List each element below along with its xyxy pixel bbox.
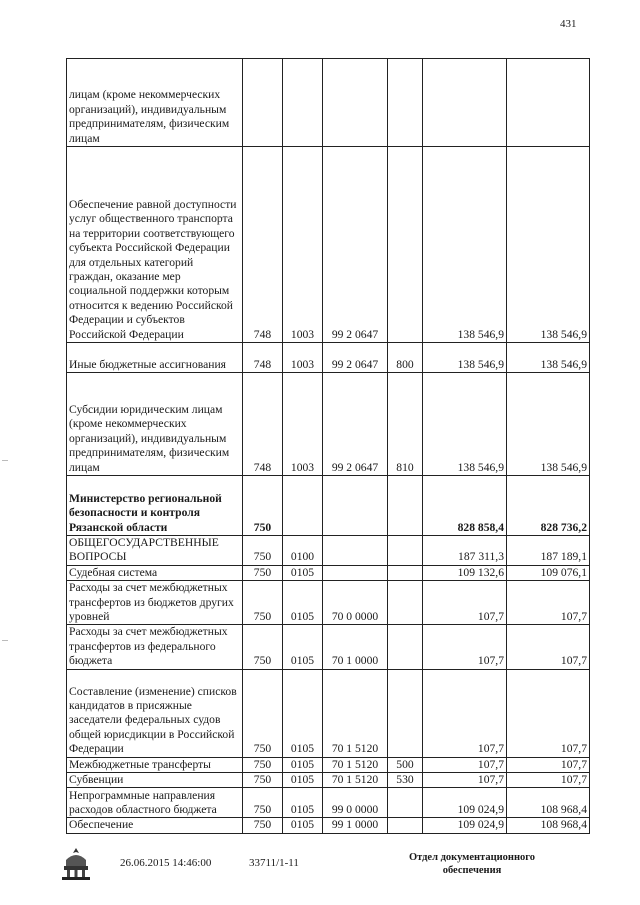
- table-row: [67, 476, 590, 536]
- row-sum-2017: 138 546,9: [507, 343, 590, 373]
- row-sum-2017: [507, 59, 590, 147]
- row-section-code: 0105: [283, 669, 323, 757]
- row-sum-2016: 138 546,9: [423, 343, 507, 373]
- row-name: Расходы за счет межбюджетных трансфертов из бюджетов других уровней: [67, 581, 243, 625]
- row-expense-type: [388, 788, 423, 818]
- row-sum-2016: 107,7: [423, 625, 507, 669]
- row-sum-2016: 138 546,9: [423, 147, 507, 343]
- row-ved-code: 750: [243, 625, 283, 669]
- row-section-code: 0100: [283, 536, 323, 566]
- row-expense-type: 500: [388, 757, 423, 772]
- row-expense-type: [388, 59, 423, 147]
- row-target-code: [323, 536, 388, 566]
- table-row: [67, 818, 590, 833]
- row-name: Субсидии юридическим лицам (кроме некоммерческих организаций), индивидуальным предпринимателям, физическим лицам: [67, 373, 243, 476]
- row-target-code: [323, 476, 388, 536]
- row-section-code: 0105: [283, 565, 323, 580]
- row-sum-2016: 107,7: [423, 581, 507, 625]
- row-section-code: [283, 476, 323, 536]
- row-expense-type: [388, 581, 423, 625]
- row-name: Межбюджетные трансферты: [67, 757, 243, 772]
- row-name: Иные бюджетные ассигнования: [67, 343, 243, 373]
- row-section-code: 1003: [283, 373, 323, 476]
- table-row: [67, 581, 590, 625]
- row-sum-2017: 107,7: [507, 625, 590, 669]
- row-target-code: 70 1 5120: [323, 669, 388, 757]
- table-row: [67, 757, 590, 772]
- table-row: [67, 669, 590, 757]
- row-sum-2016: 109 024,9: [423, 818, 507, 833]
- row-expense-type: [388, 625, 423, 669]
- row-target-code: 70 1 0000: [323, 625, 388, 669]
- row-sum-2016: 187 311,3: [423, 536, 507, 566]
- scan-margin-mark: [2, 640, 8, 641]
- row-target-code: 99 2 0647: [323, 343, 388, 373]
- row-sum-2016: [423, 59, 507, 147]
- table-row: [67, 773, 590, 788]
- row-sum-2017: 107,7: [507, 581, 590, 625]
- row-target-code: [323, 59, 388, 147]
- table-row: [67, 565, 590, 580]
- table-row: [67, 625, 590, 669]
- row-expense-type: [388, 536, 423, 566]
- table-row: [67, 373, 590, 476]
- row-expense-type: [388, 147, 423, 343]
- row-sum-2017: 828 736,2: [507, 476, 590, 536]
- row-expense-type: [388, 669, 423, 757]
- row-sum-2017: 108 968,4: [507, 818, 590, 833]
- row-sum-2016: 107,7: [423, 669, 507, 757]
- row-sum-2016: 107,7: [423, 773, 507, 788]
- table-row: [67, 59, 590, 147]
- row-sum-2017: 107,7: [507, 773, 590, 788]
- row-ved-code: 748: [243, 343, 283, 373]
- row-name: лицам (кроме некоммерческих организаций), индивидуальным предпринимателям, физическим лицам: [67, 59, 243, 147]
- row-name: Министерство региональной безопасности и контроля Рязанской области: [67, 476, 243, 536]
- row-ved-code: 750: [243, 536, 283, 566]
- row-ved-code: 750: [243, 581, 283, 625]
- row-ved-code: 750: [243, 818, 283, 833]
- scan-margin-mark: [2, 460, 8, 461]
- row-expense-type: 800: [388, 343, 423, 373]
- row-name: Составление (изменение) списков кандидатов в присяжные заседатели федеральных судов общей юрисдикции в Российской Федерации: [67, 669, 243, 757]
- row-section-code: 0105: [283, 625, 323, 669]
- row-ved-code: 750: [243, 788, 283, 818]
- row-name: ОБЩЕГОСУДАРСТВЕННЫЕ ВОПРОСЫ: [67, 536, 243, 566]
- row-expense-type: [388, 565, 423, 580]
- row-ved-code: 750: [243, 757, 283, 772]
- row-ved-code: 748: [243, 373, 283, 476]
- row-section-code: 0105: [283, 818, 323, 833]
- table-row: [67, 343, 590, 373]
- row-ved-code: 750: [243, 773, 283, 788]
- row-target-code: [323, 565, 388, 580]
- row-sum-2017: 107,7: [507, 757, 590, 772]
- row-name: Расходы за счет межбюджетных трансфертов из федерального бюджета: [67, 625, 243, 669]
- footer-department: Отдел документационного обеспечения: [408, 852, 536, 876]
- budget-table: [66, 58, 590, 834]
- coat-of-arms-icon: [58, 846, 94, 882]
- row-sum-2017: 187 189,1: [507, 536, 590, 566]
- row-expense-type: [388, 476, 423, 536]
- row-expense-type: [388, 818, 423, 833]
- row-sum-2016: 107,7: [423, 757, 507, 772]
- footer-doc-code: 33711/1-11: [249, 857, 299, 869]
- row-name: Обеспечение: [67, 818, 243, 833]
- row-expense-type: 810: [388, 373, 423, 476]
- row-sum-2016: 109 132,6: [423, 565, 507, 580]
- row-target-code: 99 0 0000: [323, 788, 388, 818]
- row-target-code: 70 1 5120: [323, 773, 388, 788]
- row-sum-2016: 109 024,9: [423, 788, 507, 818]
- row-name: Обеспечение равной доступности услуг общественного транспорта на территории соответствующего субъекта Российской Федерации для отдельных категорий граждан, оказание мер социальной поддержки которым относится к ведению Российской Федерации и субъектов Российской Федерации: [67, 147, 243, 343]
- table-row: [67, 147, 590, 343]
- row-target-code: 99 2 0647: [323, 147, 388, 343]
- row-target-code: 70 1 5120: [323, 757, 388, 772]
- footer-datetime: 26.06.2015 14:46:00: [120, 857, 212, 869]
- row-target-code: 70 0 0000: [323, 581, 388, 625]
- row-name: Непрограммные направления расходов областного бюджета: [67, 788, 243, 818]
- row-section-code: [283, 59, 323, 147]
- row-section-code: 0105: [283, 581, 323, 625]
- row-ved-code: 750: [243, 476, 283, 536]
- row-name: Субвенции: [67, 773, 243, 788]
- page-number: 431: [560, 18, 577, 30]
- row-section-code: 0105: [283, 773, 323, 788]
- row-sum-2016: 138 546,9: [423, 373, 507, 476]
- row-ved-code: 750: [243, 669, 283, 757]
- row-sum-2017: 138 546,9: [507, 147, 590, 343]
- row-sum-2017: 108 968,4: [507, 788, 590, 818]
- row-section-code: 1003: [283, 147, 323, 343]
- row-ved-code: [243, 59, 283, 147]
- row-expense-type: 530: [388, 773, 423, 788]
- row-target-code: 99 1 0000: [323, 818, 388, 833]
- row-sum-2017: 107,7: [507, 669, 590, 757]
- table-row: [67, 536, 590, 566]
- row-sum-2016: 828 858,4: [423, 476, 507, 536]
- row-sum-2017: 109 076,1: [507, 565, 590, 580]
- row-ved-code: 748: [243, 147, 283, 343]
- row-section-code: 0105: [283, 757, 323, 772]
- row-section-code: 0105: [283, 788, 323, 818]
- row-name: Судебная система: [67, 565, 243, 580]
- row-section-code: 1003: [283, 343, 323, 373]
- row-sum-2017: 138 546,9: [507, 373, 590, 476]
- row-ved-code: 750: [243, 565, 283, 580]
- table-row: [67, 788, 590, 818]
- row-target-code: 99 2 0647: [323, 373, 388, 476]
